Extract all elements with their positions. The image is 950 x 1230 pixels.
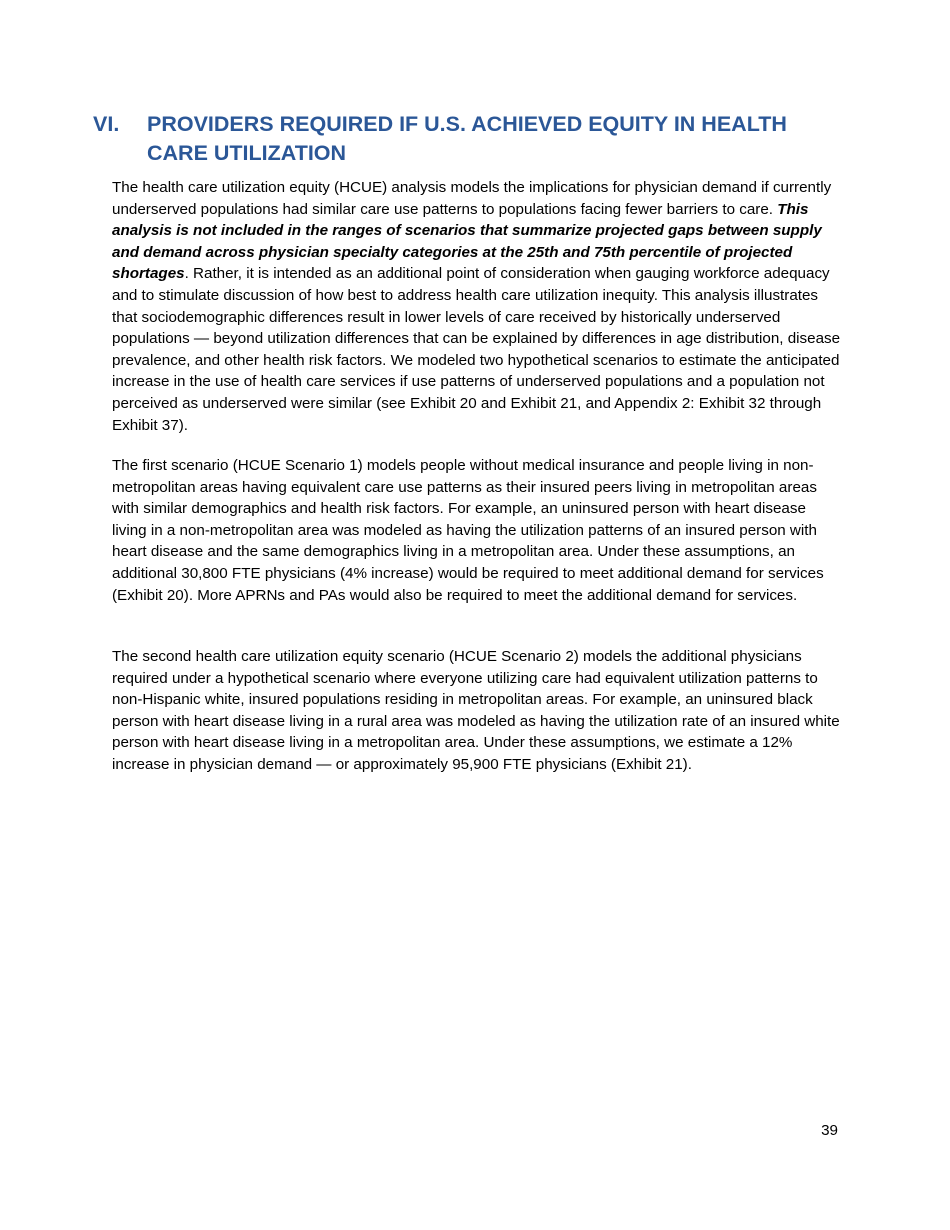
paragraph-intro-emphasis: This analysis is not included in the ranges of scenarios that summarize projected gaps between supply and demand across physician specialty categories at the 25th and 75th percentile of projected shortages [112,200,822,283]
paragraph-intro-lead: The health care utilization equity (HCUE) analysis models the implications for physician demand if currently underserved populations had similar care use patterns to populations facing fewer barriers to care. [112,179,832,218]
page-number: 39 [821,1122,838,1139]
section-heading [93,110,853,168]
paragraph-hcue-intro [112,177,844,436]
paragraph-hcue-scenario-2: The second health care utilization equity scenario (HCUE Scenario 2) models the additional physicians required under a hypothetical scenario where everyone utilizing care had equivalent utilization patterns to non-Hispanic white, insured populations residing in metropolitan areas. For example, an uninsured black person with heart disease living in a rural area was modeled as having the utilization rate of an insured white person with heart disease living in a metropolitan area. Under these assumptions, we estimate a 12% increase in physician demand — or approximately 95,900 FTE physicians (Exhibit 21). [112,648,840,773]
paragraph-hcue-scenario-1: The first scenario (HCUE Scenario 1) models people without medical insurance and people living in non-metropolitan areas having equivalent care use patterns as their insured peers living in metropolitan areas with similar demographics and health risk factors. For example, an uninsured person with heart disease living in a non-metropolitan area was modeled as having the utilization patterns of an insured person with heart disease and the same demographics living in a metropolitan area. Under these assumptions, an additional 30,800 FTE physicians (4% increase) would be required to meet additional demand for services (Exhibit 20). More APRNs and PAs would also be required to meet the additional demand for services. [112,457,824,604]
section-title: PROVIDERS REQUIRED IF U.S. ACHIEVED EQUITY IN HEALTH CARE UTILIZATION [147,112,787,165]
section-number: VI. [93,112,120,136]
paragraph-intro-rest: . Rather, it is intended as an additional point of consideration when gauging workforce adequacy and to stimulate discussion of how best to address health care utilization inequity. This analysis illustrates that sociodemographic differences result in lower levels of care received by historically underserved populations — beyond utilization differences that can be explained by differences in age distribution, disease prevalence, and other health risk factors. We modeled two hypothetical scenarios to estimate the anticipated increase in the use of health care services if use patterns of underserved populations and a population not perceived as underserved were similar (see Exhibit 20 and Exhibit 21, and Appendix 2: Exhibit 32 through Exhibit 37). [112,265,841,434]
